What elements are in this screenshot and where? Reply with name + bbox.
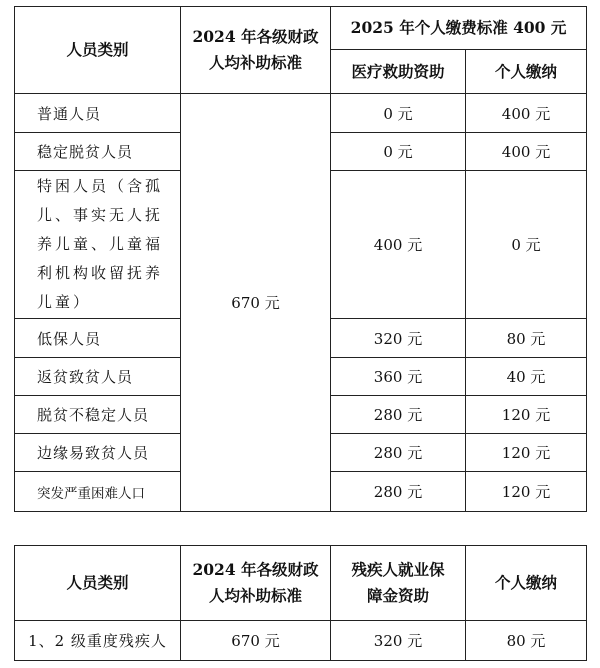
row-category: 脱贫不稳定人员 <box>15 396 181 434</box>
row-personal: 40 元 <box>466 358 587 396</box>
header-personal: 个人缴纳 <box>466 50 587 94</box>
disability-subsidy-table <box>14 545 587 661</box>
row-personal: 400 元 <box>466 133 587 171</box>
table-row <box>15 621 587 661</box>
header-subsidy-line1: 2024 年各级财政 <box>192 560 319 579</box>
row-aid: 280 元 <box>331 396 466 434</box>
row-aid: 400 元 <box>331 171 466 319</box>
row-personal: 0 元 <box>466 171 587 319</box>
header-personal: 个人缴纳 <box>466 546 587 621</box>
row-personal: 80 元 <box>466 621 587 661</box>
header-subsidy-line2: 人均补助标准 <box>208 53 302 72</box>
row-aid: 360 元 <box>331 358 466 396</box>
row-category: 返贫致贫人员 <box>15 358 181 396</box>
row-personal: 120 元 <box>466 472 587 512</box>
row-personal: 120 元 <box>466 396 587 434</box>
row-aid: 0 元 <box>331 133 466 171</box>
header-disability-line2: 障金资助 <box>366 586 429 605</box>
subsidy-standard-table <box>14 6 587 512</box>
header-subsidy <box>181 546 331 621</box>
row-category: 稳定脱贫人员 <box>15 133 181 171</box>
header-subsidy <box>181 7 331 94</box>
row-aid: 280 元 <box>331 472 466 512</box>
row-category: 1、2 级重度残疾人 <box>15 621 181 661</box>
header-subsidy-line2: 人均补助标准 <box>208 586 302 605</box>
row-category: 突发严重困难人口 <box>15 472 181 512</box>
row-disability-aid: 320 元 <box>331 621 466 661</box>
header-fee-group: 2025 年个人缴费标准 400 元 <box>331 7 587 50</box>
row-category: 低保人员 <box>15 319 181 358</box>
header-disability-aid <box>331 546 466 621</box>
row-personal: 120 元 <box>466 434 587 472</box>
header-category: 人员类别 <box>15 546 181 621</box>
row-aid: 280 元 <box>331 434 466 472</box>
row-personal: 400 元 <box>466 94 587 133</box>
header-subsidy-line1: 2024 年各级财政 <box>192 27 319 46</box>
row-aid: 320 元 <box>331 319 466 358</box>
header-disability-line1: 残疾人就业保 <box>351 560 445 579</box>
row-subsidy: 670 元 <box>181 621 331 661</box>
subsidy-value: 670 元 <box>181 94 331 512</box>
row-category: 边缘易致贫人员 <box>15 434 181 472</box>
header-category: 人员类别 <box>15 7 181 94</box>
row-personal: 80 元 <box>466 319 587 358</box>
header-medical-aid: 医疗救助资助 <box>331 50 466 94</box>
row-category: 普通人员 <box>15 94 181 133</box>
row-category: 特困人员（含孤儿、事实无人抚养儿童、儿童福利机构收留抚养儿童） <box>15 171 181 319</box>
table-row <box>15 94 587 133</box>
row-aid: 0 元 <box>331 94 466 133</box>
